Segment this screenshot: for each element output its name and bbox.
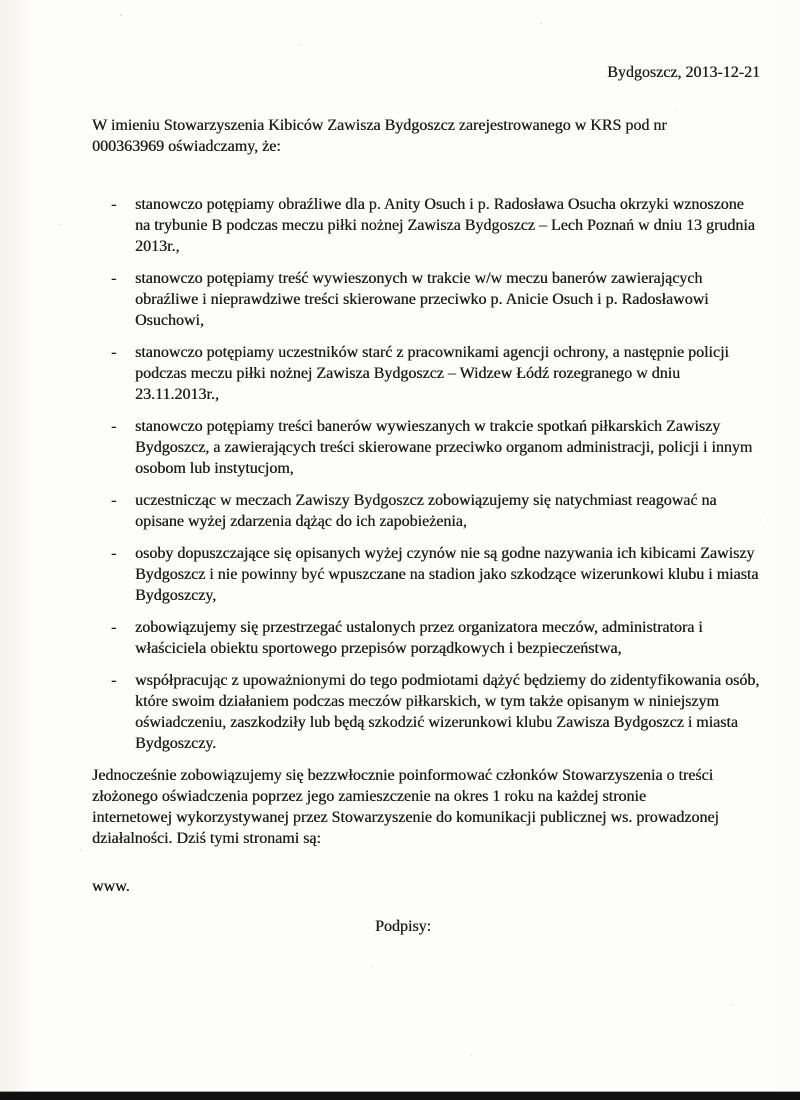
bullet-dash: - [111, 270, 117, 287]
date-line: Bydgoszcz, 2013-12-21 [607, 64, 760, 81]
bullet-dash: - [111, 418, 117, 435]
list-item [92, 268, 760, 331]
bullet-text: współpracując z upoważnionymi do tego podmiotami dążyć będziemy do zidentyfikowania osób, które swoim działaniem podczas meczów piłkarskich, w tym także opisanym w niniejszym oświadczeniu, zaszkodziły lub będą szkodzić wizerunkowi klubu Zawisza Bydgoszcz i miasta Bydgoszczy. [135, 672, 760, 752]
bullet-dash: - [111, 619, 117, 636]
list-item [92, 543, 760, 606]
signatures-label: Podpisy: [375, 918, 432, 935]
bullet-text: stanowczo potępiamy treść wywieszonych w trakcie w/w meczu banerów zawierających obraźliwe i nieprawdziwe treści skierowane przeciwko p. Anicie Osuch i p. Radosławowi Osuchowi, [135, 270, 709, 329]
list-item [92, 194, 760, 257]
bullet-text: osoby dopuszczające się opisanych wyżej czynów nie są godne nazywania ich kibicami Zawiszy Bydgoszcz i nie powinny być wpuszczane na stadion jako szkodzące wizerunkowi klubu i miasta Bydgoszczy, [135, 545, 759, 604]
list-item [92, 617, 760, 659]
bullet-dash: - [111, 492, 117, 509]
bullet-text: zobowiązujemy się przestrzegać ustalonych przez organizatora meczów, administratora i właściciela obiektu sportowego przepisów porządkowych i bezpieczeństwa, [135, 619, 703, 657]
bullet-dash: - [111, 196, 117, 213]
bullet-text: uczestnicząc w meczach Zawiszy Bydgoszcz zobowiązujemy się natychmiast reagować na opisane wyżej zdarzenia dążąc do ich zapobieżenia, [135, 492, 717, 530]
bullet-dash: - [111, 344, 117, 361]
list-item [92, 342, 760, 405]
websites-line: www. [92, 878, 130, 895]
statement-list [92, 194, 760, 754]
bullet-dash: - [111, 545, 117, 562]
list-item [92, 670, 760, 754]
scanner-edge-shadow [0, 1092, 800, 1100]
bullet-text: stanowczo potępiamy obraźliwe dla p. Anity Osuch i p. Radosława Osucha okrzyki wznoszone na trybunie B podczas meczu piłki nożnej Zawisza Bydgoszcz – Lech Poznań w dniu 13 grudnia 2013r., [135, 196, 755, 255]
intro-paragraph: W imieniu Stowarzyszenia Kibiców Zawisza Bydgoszcz zarejestrowanego w KRS pod nr 000363969 oświadczamy, że: [92, 117, 667, 155]
scan-noise-specks [120, 14, 122, 16]
bullet-text: stanowczo potępiamy treści banerów wywieszanych w trakcie spotkań piłkarskich Zawiszy Bydgoszcz, a zawierających treści skierowane przeciwko organom administracji, policji i innym osobom lub instytucjom, [135, 418, 753, 477]
closing-paragraph: Jednocześnie zobowiązujemy się bezzwłocznie poinformować członków Stowarzyszenia o treści złożonego oświadczenia poprzez jego zamieszczenie na okres 1 roku na każdej stronie internetowej wykorzystywanej przez Stowarzyszenie do komunikacji publicznej ws. prowadzonej działalności. Dziś tymi stronami są: [92, 767, 719, 847]
bullet-dash: - [111, 672, 117, 689]
list-item [92, 416, 760, 479]
list-item [92, 490, 760, 532]
bullet-text: stanowczo potępiamy uczestników starć z pracownikami agencji ochrony, a następnie policji podczas meczu piłki nożnej Zawisza Bydgoszcz – Widzew Łódź rozegranego w dniu 23.11.2013r., [135, 344, 729, 403]
